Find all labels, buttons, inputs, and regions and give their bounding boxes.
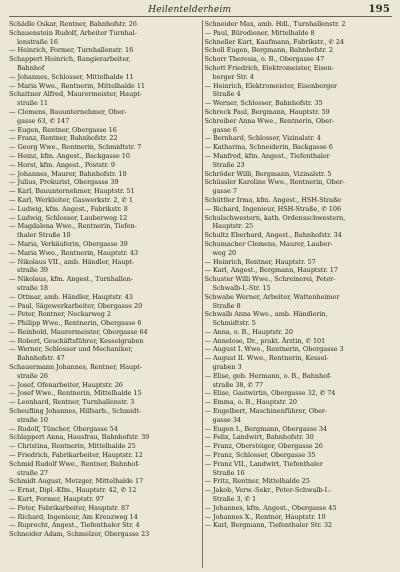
directory-entry-line: — Elise, Gastwirtin, Obergasse 32, ✆ 74 <box>204 389 336 398</box>
directory-entry-line: Bahnhof <box>17 63 45 72</box>
directory-entry-line: — Jakob, Verw.-Sekr., Peter-Schwalb-I.- <box>204 486 332 495</box>
directory-entry-line: Schüttler Irma, kfm. Angest., HSH-Straße <box>204 195 342 204</box>
directory-entry-line: — Johannes X., Rentner, Hauptstr. 10 <box>204 512 326 521</box>
directory-entry-line: Schwalb Anna Wwe., amb. Händlerin, <box>204 310 328 319</box>
directory-entry-line: — Franz VII., Landwirt, Tiefenthaler <box>204 459 323 468</box>
directory-entry-line: straße 10 <box>17 415 49 424</box>
directory-entry-line: Schumacher Clemens, Maurer, Lauber- <box>204 239 333 248</box>
directory-entry-line: Schreck Paul, Bergmann, Hauptstr. 59 <box>204 107 330 116</box>
directory-entry-line: — Karl, Bergmann, Tiefenthaler Str. 32 <box>204 521 332 530</box>
directory-entry-line: Scheufling Johannes, Hilfsarb., Schmidt- <box>9 407 141 416</box>
directory-entry-line: Schröder Willi, Bergmann, Vizinalstr. 5 <box>204 169 332 178</box>
directory-entry-line: — Ottmar, amb. Händler, Hauptstr. 43 <box>9 292 133 301</box>
directory-entry-line: Schauermann Johannes, Rentner, Haupt- <box>9 363 142 372</box>
directory-entry-line: — Katharina, Schneiderin, Backgasse 6 <box>204 143 333 152</box>
directory-entry-line: — Georg Wwe., Rentnerin, Schmidtstr. 7 <box>9 143 142 152</box>
directory-entry-line: — Rudolf, Tüncher, Obergasse 54 <box>9 424 118 433</box>
directory-entry-line: — Karl, Werkleiter, Gaswerkstr. 2, ✆ 1 <box>9 195 133 204</box>
column-divider <box>202 20 203 568</box>
directory-entry-line: — Engelbert, Maschinenführer, Ober- <box>204 407 328 416</box>
directory-entry-line: graben 3 <box>212 363 242 372</box>
directory-entry-line: — Paul, Bürodiener, Mittelhalde 8 <box>204 28 315 37</box>
directory-entry-line: Schmidt August, Metzger, Mittelhalde 17 <box>9 477 144 486</box>
directory-entry-line: — Richard, Ingenieur, HSH-Straße, ✆ 106 <box>204 204 342 213</box>
directory-entry-line: Schneider Max, amb. Hdl., Turnhallenstr. 2 <box>204 20 346 28</box>
directory-entry-line: straße 11 <box>17 99 49 108</box>
directory-entry-line: — Josef Wwe., Rentnerin, Mittelhalde 15 <box>9 389 142 398</box>
directory-entry-line: straße 18 <box>17 283 49 292</box>
page-header <box>9 4 392 17</box>
directory-entry-line: Schwalb-I.-Str. 15 <box>212 283 271 292</box>
directory-entry-line: Scholl Eugen, Bergmann, Bahnhofstr. 2 <box>204 46 333 55</box>
directory-entry-line: Schattner Alfred, Maurermeister, Haupt- <box>9 90 142 99</box>
directory-entry-line: — Franz, Oberstéiger, Obergasse 26 <box>204 442 323 451</box>
directory-entry-line: — Ludwig, kfm. Angest., Fabrikstr. 8 <box>9 204 128 213</box>
directory-entry-line: berger Str. 4 <box>212 72 254 81</box>
directory-entry-line: — Josef, Ofenarbeiter, Hauptstr. 26 <box>9 380 123 389</box>
directory-entry-line: — August I. Wwe., Rentnerin, Obergasse 3 <box>204 345 344 354</box>
directory-entry-line: gasse 7 <box>212 187 237 196</box>
running-title: Heilentelderheim <box>148 5 232 15</box>
directory-entry-line: lenstraße 16 <box>17 37 58 46</box>
directory-entry-line: straße 26 <box>17 371 49 380</box>
directory-entry-line: — Emma, o. B., Hauptstr. 20 <box>204 398 297 407</box>
directory-entry-line: gasse 34 <box>212 415 241 424</box>
directory-entry-line: Schappert Heinrich, Rangierarbeiter, <box>9 55 131 64</box>
directory-entry-line: — Maria, Verkäuferin, Obergasse 39 <box>9 239 128 248</box>
directory-entry-line: — Heinrich, Elektromeister, Eisenberger <box>204 81 338 90</box>
page-number: 195 <box>368 4 390 15</box>
directory-entry-line: Schultz Eberhard, Angest., Bahnhofstr. 34 <box>204 231 342 240</box>
directory-entry-line: — Julius, Prokurist, Obergasse 39 <box>9 178 119 187</box>
left-column <box>9 20 200 539</box>
directory-entry-line: — Ludwig, Schlosser, Lauberweg 12 <box>9 213 128 222</box>
directory-entry-line: — Heinrich, Former, Turnhallenstr. 16 <box>9 46 134 55</box>
columns <box>9 20 392 539</box>
directory-entry-line: — Felix, Landwirt, Bahnhofstr. 30 <box>204 433 314 442</box>
directory-entry-line: Schauenstein Rudolf, Arbeiter Turnhal- <box>9 28 137 37</box>
directory-entry-line: Straße 4 <box>212 90 241 99</box>
directory-entry-line: — Bernhard, Schlosser, Vizinalstr. 4 <box>204 134 321 143</box>
directory-entry-line: Straße 8 <box>212 301 241 310</box>
directory-entry-line: — Friedrich, Fabrikarbeiter, Hauptstr. 12 <box>9 451 143 460</box>
directory-entry-line: straße 39 <box>17 266 49 275</box>
directory-entry-line: Hauptstr. 25 <box>212 222 254 231</box>
directory-entry-line: — August II. Wwe., Rentnerin, Kessel- <box>204 354 329 363</box>
directory-entry-line: — Werner, Schlosser und Mechaniker, <box>9 345 133 354</box>
directory-entry-line: Straße 23 <box>212 160 245 169</box>
directory-entry-line: Schmidtstr. 5 <box>212 319 256 328</box>
directory-entry-line: — Philipp Wwe., Rentnerin, Obergasse 6 <box>9 319 142 328</box>
directory-entry-line: Bahnhofstr. 47 <box>17 354 65 363</box>
directory-entry-line: — Peter, Fabrikarbeiter, Hauptstr. 87 <box>9 503 130 512</box>
directory-entry-line: Straße 3, ✆ 1 <box>212 495 257 504</box>
directory-entry-line: gasse 63, ✆ 147 <box>17 116 70 125</box>
directory-entry-line: — Fritz, Rentner, Mittelhalde 25 <box>204 477 310 486</box>
directory-entry-line: — Annelose, Dr., prakt. Ärztin, ✆ 101 <box>204 336 326 345</box>
directory-entry-line: — Johannes, Schlosser, Mittelhalde 11 <box>9 72 134 81</box>
directory-entry-line: — Richard, Ingenieur, Am Kreuzweg 14 <box>9 512 138 521</box>
directory-entry-line: — Karl, Bauunternehmer, Hauptstr. 51 <box>9 187 135 196</box>
directory-entry-line: — Maria Wwe., Rentnerin, Mittelhalde 11 <box>9 81 146 90</box>
directory-entry-line: Schneider Adam, Schmelzer, Obergasse 23 <box>9 530 150 539</box>
directory-entry-line: — Johannes, Maurer, Bahnhofstr. 10 <box>9 169 127 178</box>
directory-entry-line: — Werner, Schlosser, Bahnhofstr. 35 <box>204 99 323 108</box>
directory-entry-line: gasse 6 <box>212 125 237 134</box>
directory-entry-line: — Elise, geb. Hermann, o. B., Bahnhof- <box>204 371 332 380</box>
directory-entry-line: Schorr Theresia, o. B., Obergasse 47 <box>204 55 325 64</box>
directory-entry-line: — Clemens, Bauunternehmer, Ober- <box>9 107 127 116</box>
directory-entry-line: — Nikolaus, kfm. Angest., Turnhallen- <box>9 275 133 284</box>
directory-entry-line: Schneller Kurt, Kaufmann, Fabrikstr., ✆ 24 <box>204 37 345 46</box>
directory-entry-line: — Anna, o. B., Hauptstr. 20 <box>204 327 293 336</box>
directory-entry-line: Schuster Willi Wwe., Schreinerei, Peter- <box>204 275 336 284</box>
directory-entry-line: — Maria Wwe., Rentnerin, Hauptstr. 43 <box>9 248 138 257</box>
directory-entry-line: Schreiber Anna Wwe., Rentnerin, Ober- <box>204 116 335 125</box>
directory-entry-line: — Kurt, Former, Hauptstr. 97 <box>9 495 104 504</box>
directory-entry-line: — Ernst, Dipl.-Kfm., Hauptstr. 42, ✆ 12 <box>9 486 137 495</box>
directory-entry-line: thaler Straße 10 <box>17 231 71 240</box>
directory-entry-line: — Christina, Rentnerin, Mittelhalde 25 <box>9 442 136 451</box>
directory-entry-line: — Johannes, kfm. Angest., Obergasse 45 <box>204 503 337 512</box>
directory-entry-line: Schädle Oskar, Rentner, Bahnhofstr. 26 <box>9 20 137 28</box>
directory-entry-line: — Eugen, Rentner, Obergasse 16 <box>9 125 117 134</box>
directory-entry-line: — Eugen I., Bergmann, Obergasse 34 <box>204 424 328 433</box>
directory-entry-line: — Heinz, kfm. Angest., Backgasse 10 <box>9 151 130 160</box>
directory-entry-line: — Peter, Rentner, Neckarweg 2 <box>9 310 111 319</box>
directory-entry-line: — Manfred, kfm. Angest., Tiefenthaler <box>204 151 330 160</box>
directory-entry-line: Schott Friedrich, Elektromeister, Eisen- <box>204 63 334 72</box>
directory-entry-line: — Heinrich, Rentner, Hauptstr. 57 <box>204 257 316 266</box>
directory-entry-line: Schlappert Anna, Hausfrau, Bahnhofstr. 39 <box>9 433 150 442</box>
directory-entry-line: — Leonhard, Rentner, Turnhallenstr. 3 <box>9 398 135 407</box>
directory-entry-line: — Franz, Rentner, Bahnhofstr. 22 <box>9 134 118 143</box>
directory-entry-line: — Karl, Angest., Bergmann, Hauptstr. 17 <box>204 266 338 275</box>
directory-entry-line: — Robert, Geschäftsführer, Kesselgraben <box>9 336 144 345</box>
directory-entry-line: Schüssler Karoline Wwe., Rentnerin, Ober- <box>204 178 345 187</box>
directory-entry-line: — Magdalena Wwe., Rentnerin, Tiefen- <box>9 222 137 231</box>
directory-entry-line: Straße 16 <box>212 468 245 477</box>
directory-entry-line: weg 20 <box>212 248 237 257</box>
directory-entry-line: — Reinhold, Maurermeister, Obergasse 64 <box>9 327 148 336</box>
right-column <box>200 20 393 539</box>
directory-entry-line: Schwabe Werner, Arbeiter, Wattenheimer <box>204 292 340 301</box>
directory-entry-line: — Horst, kfm. Angest., Poststr. 9 <box>9 160 115 169</box>
directory-entry-line: Schmid Rudolf Wwe., Rentner, Bahnhof- <box>9 459 140 468</box>
directory-entry-line: straße 27 <box>17 468 49 477</box>
directory-entry-line: — Nikolaus VII., amb. Händler, Haupt- <box>9 257 135 266</box>
directory-entry-line: — Ruprecht, Angest., Tiefenthaler Str. 4 <box>9 521 140 530</box>
directory-entry-line: straße 38, ✆ 77 <box>212 380 264 389</box>
directory-entry-line: Schulschwestern, kath. Ordensschwestern, <box>204 213 346 222</box>
directory-entry-line: — Paul, Sägewerkarbeiter, Obergasse 20 <box>9 301 143 310</box>
directory-entry-line: — Franz, Schlosser, Obergasse 35 <box>204 451 316 460</box>
